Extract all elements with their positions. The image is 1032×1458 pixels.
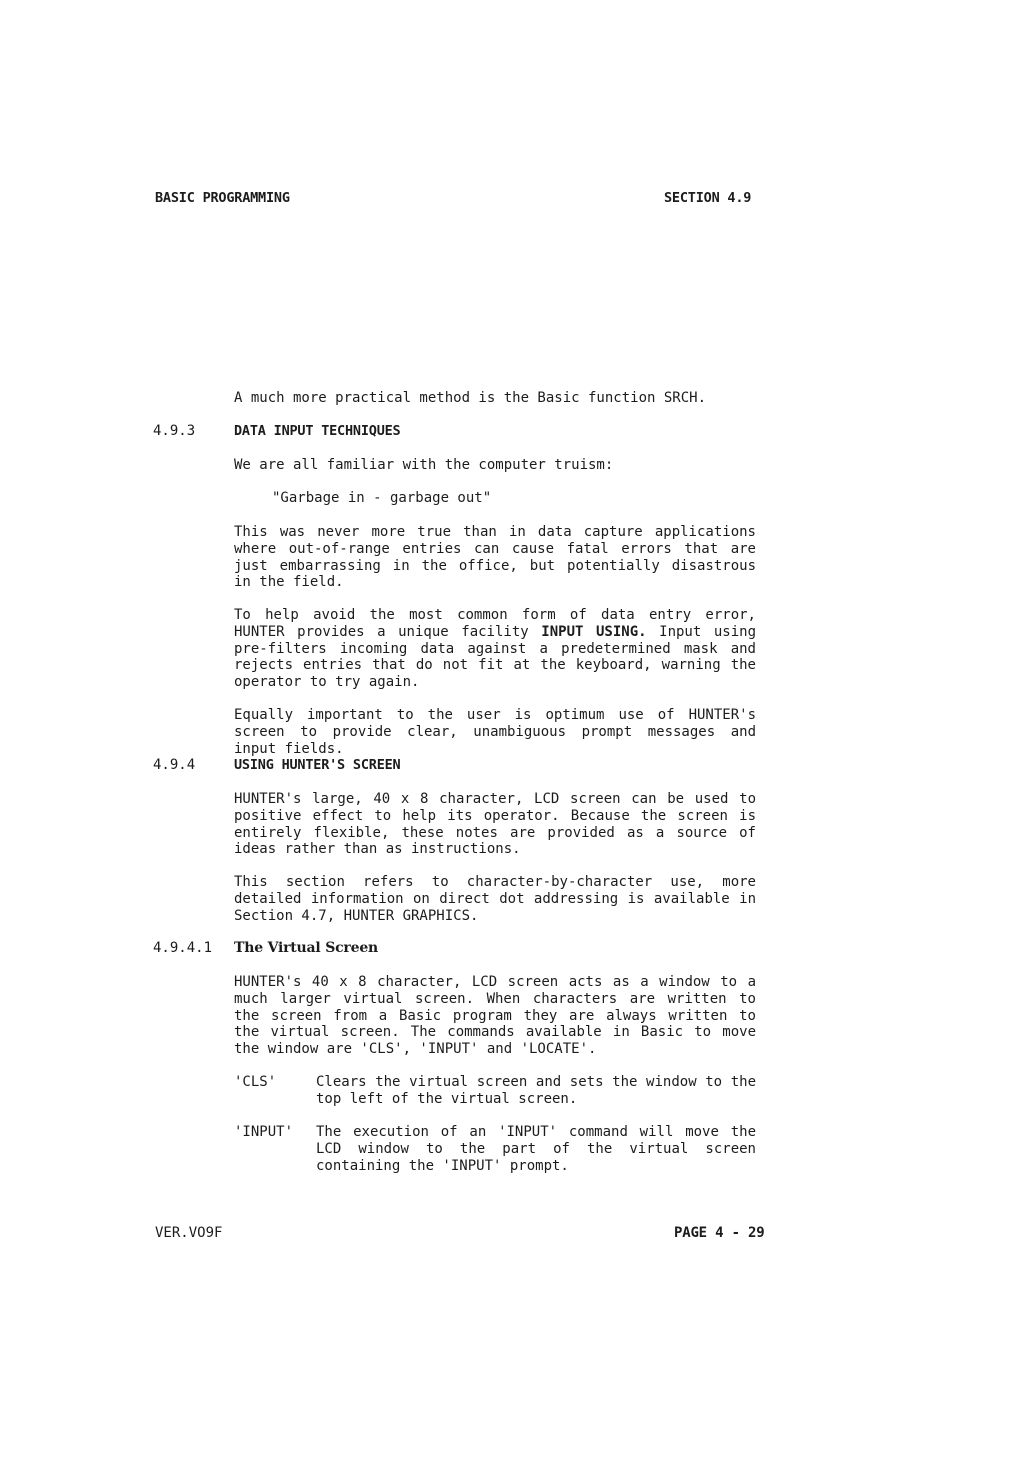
footer-version: VER.VO9F — [155, 1225, 223, 1241]
paragraph-truism: We are all familiar with the computer truism: — [234, 457, 614, 473]
section-heading-4-9-4: USING HUNTER'S SCREEN — [234, 757, 401, 773]
definition-input: The execution of an 'INPUT' command will move the LCD window to the part of the virtual screen containing the 'INPUT' prompt. — [316, 1124, 756, 1174]
running-header-right: SECTION 4.9 — [664, 190, 752, 206]
intro-paragraph: A much more practical method is the Basic function SRCH. — [234, 390, 707, 406]
definition-cls: Clears the virtual screen and sets the window to the top left of the virtual screen. — [316, 1074, 756, 1107]
section-number-4-9-4-1: 4.9.4.1 — [153, 940, 213, 956]
quote-garbage: "Garbage in - garbage out" — [272, 490, 492, 506]
term-cls: 'CLS' — [234, 1074, 277, 1090]
section-heading-4-9-3: DATA INPUT TECHNIQUES — [234, 423, 401, 439]
paragraph-input-using — [234, 607, 756, 691]
paragraph-input-using-text-a: To help avoid the most common form of data entry error, HUNTER provides a unique facility — [234, 607, 756, 640]
section-number-4-9-4: 4.9.4 — [153, 757, 196, 773]
paragraph-lcd-screen: HUNTER's large, 40 x 8 character, LCD screen can be used to positive effect to help its operator. Because the screen is entirely flexible, these notes are provided as a source of ideas rather than as instructions. — [234, 791, 756, 858]
section-number-4-9-3: 4.9.3 — [153, 423, 196, 439]
term-input: 'INPUT' — [234, 1124, 294, 1140]
section-heading-virtual-screen: The Virtual Screen — [234, 940, 379, 956]
paragraph-screen-use: Equally important to the user is optimum use of HUNTER's screen to provide clear, unambiguous prompt messages and input fields. — [234, 707, 756, 757]
running-header-left: BASIC PROGRAMMING — [155, 190, 290, 206]
footer-page-number: PAGE 4 - 29 — [674, 1225, 765, 1241]
paragraph-data-capture: This was never more true than in data capture applications where out-of-range entries can cause fatal errors that are just embarrassing in the office, but potentially disastrous in the field. — [234, 524, 756, 591]
paragraph-input-using-text-b: Input using pre-filters incoming data against a predetermined mask and rejects entries that do not fit at the keyboard, warning the operator to try again. — [234, 623, 756, 691]
paragraph-virtual-screen: HUNTER's 40 x 8 character, LCD screen acts as a window to a much larger virtual screen. When characters are written to the screen from a Basic program they are always written to the virtual screen. The commands available in Basic to move the window are 'CLS', 'INPUT' and 'LOCATE'. — [234, 974, 756, 1058]
input-using-keyword: INPUT USING. — [541, 623, 647, 640]
paragraph-character-use: This section refers to character-by-character use, more detailed information on direct dot addressing is available in Section 4.7, HUNTER GRAPHICS. — [234, 874, 756, 924]
